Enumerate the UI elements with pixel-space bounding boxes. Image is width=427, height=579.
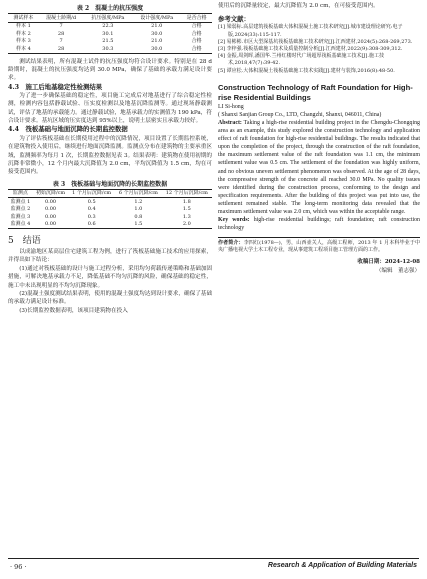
english-affiliation: ( Shanxi Sanjian Group Co., LTD, Changzhi, Shanxi, 046011, China) bbox=[218, 111, 382, 118]
table-cell: 30.3 bbox=[102, 45, 114, 52]
table-cell: 0.3 bbox=[87, 213, 96, 220]
table-cell: 1.5 bbox=[134, 221, 143, 228]
abstract-text: Taking a high-rise residential building project in the Chengdu-Chongqing area as an example, this study explored the construction technology and application effect of raft foundation for high-rise residential buildings. The results indicated that upon the completion of the project, through the construction of the raft foundation, the maximum settlement value of the raft foundation was 1.1 cm, the minimum settlement value was 0.5 cm. The settlement of the foundation was highly uniform, and no obvious uneven settlement phenomenon was observed. At the age of 28 days, the compressive strength of the concrete all reached 30.0 MPa. No quality issues were identified during the construction process, conforming to the design and specification requirements. After the building of this project was put into use, the settlement remained stable. The long-term monitoring data revealed that the maximum settlement value was 2.0 cm, which was within the acceptable range. bbox=[218, 119, 420, 215]
table-header-row bbox=[8, 189, 212, 198]
footer-divider bbox=[8, 558, 419, 559]
table-header-cell: 测试样本 bbox=[13, 14, 34, 21]
table-cell: 0.00 bbox=[44, 221, 57, 228]
table-cell: 30.0 bbox=[151, 30, 163, 37]
table-cell: 28 bbox=[57, 45, 65, 52]
left-column bbox=[8, 0, 212, 315]
table-row bbox=[8, 221, 212, 229]
table-cell: 22.3 bbox=[102, 23, 114, 29]
table2 bbox=[8, 13, 212, 54]
table-cell: 1.2 bbox=[134, 198, 143, 205]
abstract-label: Abstract: bbox=[218, 119, 242, 126]
table-header-cell: 混凝土龄期/d bbox=[46, 14, 77, 21]
table-cell: 7 bbox=[59, 23, 63, 29]
body-paragraph: 为了评估筏板基础在长期使用过程中的沉降情况，项目设置了长期监控系统，在建筑物投入使用后，继续进行地面沉降监测。监测点分布在建筑物的主要承重区域，监测频率为每月 1 次，长期监控数据见表 3。结果表明：建筑物在使用初期的沉降非常微小，12 个月内最大沉降值为 2.0 cm，平均沉降值为 1.5 cm，均在可接受范围内。 bbox=[8, 135, 212, 176]
table-header-cell: 初始沉降/cm bbox=[35, 190, 66, 197]
reference-item: [5] 谭应松.大体积混凝土筏板基础施工技术实践[J].建材与装饰,2016(8):48-50. bbox=[218, 67, 395, 74]
table-cell: 0.00 bbox=[44, 206, 57, 213]
table-row bbox=[8, 213, 212, 221]
received-date: 收稿日期：2024-12-08 bbox=[357, 259, 420, 266]
table-cell: 28 bbox=[57, 30, 65, 37]
table-header-row bbox=[8, 14, 212, 23]
author-bio-label: 作者简介： bbox=[218, 240, 244, 247]
table-cell: 0.00 bbox=[44, 213, 57, 220]
table-cell: 样本 3 bbox=[16, 38, 31, 44]
table-header-cell: 监测点 bbox=[12, 190, 28, 197]
english-abstract bbox=[218, 119, 420, 216]
reference-item: [1] 梁弱标.高层建筑筏板基础大体积混凝土施工技术研究[J].城市建设理论研究:电子版,2024(33):115-117. bbox=[218, 24, 403, 38]
table-cell: 30.1 bbox=[102, 30, 114, 37]
reference-list bbox=[218, 24, 420, 74]
english-author: LI Si-hong bbox=[218, 103, 244, 110]
table-cell: 2.0 bbox=[182, 221, 191, 228]
table-cell: 0.4 bbox=[87, 206, 96, 213]
section-heading: 4.3 施工后地基稳定性检测结果 bbox=[8, 82, 103, 91]
conclusion-heading: 5 结语 bbox=[8, 236, 41, 247]
body-paragraph: 为了进一步确保基础的稳定性，项目施工完成后对地基进行了综合稳定性检测，检测内容包括静载试验、压实度检测以及地基沉降监测等。通过现场静载测试，评估了地基的承载能力。通过静载试验，地基承载力的实测值为 190 kPa，符合设计要求。基坑区域的压实度达到 95%以上，说明土层密实且承载力较好。 bbox=[8, 93, 212, 125]
table-row bbox=[8, 22, 212, 30]
table-cell: 30.0 bbox=[151, 45, 163, 52]
right-column bbox=[218, 0, 420, 274]
table-cell: 样本 4 bbox=[16, 45, 31, 52]
table-row bbox=[8, 38, 212, 46]
table-cell: 监测点 3 bbox=[10, 213, 31, 220]
table-cell: 样本 2 bbox=[16, 30, 31, 37]
table-cell: 1.3 bbox=[182, 213, 191, 220]
body-paragraph: (2)混凝土强度测试结果表明，使用的混凝土强度均达到设计要求，确保了基础的承载力满足设计标准。 bbox=[8, 290, 212, 306]
author-bio-text: 李四红(1978—)，男，山西壶关人，高级工程师，2013 年 1 月本科毕业于中央广播电视大学土木工程专业，现从事建筑工程项目施工管理方面的工作。 bbox=[218, 240, 420, 254]
english-title: Construction Technology of Raft Foundation for High-rise Residential Buildings bbox=[218, 82, 413, 102]
table-row bbox=[8, 45, 212, 53]
table-cell: 样本 1 bbox=[16, 23, 31, 29]
table-cell: 1.0 bbox=[134, 206, 143, 213]
table-header-cell: 是否合格 bbox=[186, 14, 207, 21]
table-row bbox=[8, 30, 212, 38]
table-cell: 21.0 bbox=[151, 23, 163, 29]
table-cell: 21.0 bbox=[151, 38, 163, 44]
table-cell: 0.6 bbox=[87, 221, 96, 228]
table-cell: 监测点 2 bbox=[10, 206, 31, 213]
keywords-label: Key words: bbox=[218, 217, 250, 224]
table-cell: 0.5 bbox=[87, 198, 96, 205]
section-heading: 4.4 筏板基础与地面沉降的长期监控数据 bbox=[8, 125, 128, 134]
author-bio bbox=[218, 240, 420, 254]
keywords-text: high-rise residential buildings; raft foundation; raft construction technology bbox=[218, 217, 420, 232]
table-header-cell: 6 个月后沉降/cm bbox=[118, 190, 158, 197]
table-header-cell: 抗压强度/MPa bbox=[91, 14, 125, 21]
page-number: · 96 · bbox=[10, 563, 27, 571]
table-header-cell: 12 个月后沉降/cm bbox=[165, 190, 208, 197]
table-cell: 监测点 1 bbox=[10, 198, 31, 205]
table-cell: 合格 bbox=[191, 38, 202, 44]
table-cell: 7 bbox=[59, 38, 63, 44]
table-cell: 0.8 bbox=[134, 213, 143, 220]
table-cell: 21.5 bbox=[102, 38, 114, 44]
table-cell: 合格 bbox=[191, 45, 202, 52]
table-header-cell: 1 个月后沉降/cm bbox=[72, 190, 112, 197]
table-cell: 合格 bbox=[191, 23, 202, 29]
body-paragraph: 测试结果表明，所有混凝土试件的抗压强度均符合设计要求。特别是在 28 d 龄期时，混凝土的抗压强度均达到 30.0 MPa，确保了基础的承载力满足设计要求。 bbox=[8, 58, 212, 82]
body-paragraph: (1)通过对筏板基础的设计与施工过程分析，采用均匀荷载传递策略和基础加固措施，可解决地基承载力不足，降低基础不均匀沉降的风险，确保基础的稳定性，施工中未出现明显的不均匀沉降现象。 bbox=[8, 265, 212, 289]
body-paragraph: (3)长期监控数据表明，该项目建筑物在投入 bbox=[19, 307, 128, 314]
divider bbox=[218, 237, 420, 238]
table-cell: 0.00 bbox=[44, 198, 57, 205]
table-cell: 1.8 bbox=[182, 198, 191, 205]
editor-note: （编辑 董志强） bbox=[375, 268, 420, 275]
reference-item: [3] 李梓强.筏板基础施工技术及质量控制分析[J].江西建材,2022(9):308-309,312. bbox=[218, 45, 403, 52]
reference-item: [4] 金振,周剑晖,潘国华.兰州红楼时代广场超厚筏板基础施工技术[J].施工技术,2018,47(7):39-42. bbox=[218, 53, 384, 67]
journal-name: Research & Application of Building Materials bbox=[267, 562, 417, 569]
table-cell: 1.5 bbox=[182, 206, 191, 213]
english-keywords bbox=[218, 216, 420, 232]
table3-caption: 表 3 筏板基础与地面沉降的长期监控数据 bbox=[52, 180, 168, 188]
table2-caption: 表 2 混凝土的抗压强度 bbox=[76, 5, 144, 12]
table-row bbox=[8, 198, 212, 206]
table-row bbox=[8, 206, 212, 214]
table-cell: 监测点 4 bbox=[10, 221, 31, 228]
table3 bbox=[8, 189, 212, 230]
reference-item: [2] 易彬彬.市区大型深基坑筏板基础施工技术研究[J].江西建材,2024(5):268-269,273. bbox=[218, 38, 413, 45]
body-paragraph: 使用后的沉降量较定，最大沉降值为 2.0 cm，在可接受范围内。 bbox=[218, 3, 379, 9]
body-paragraph: 以成渝地区某高层住宅建筑工程为例，进行了筏板基础施工技术的应用探索，并得出如下结论： bbox=[8, 249, 212, 264]
page-footer bbox=[0, 558, 427, 579]
references-heading: 参考文献： bbox=[218, 15, 250, 24]
table-cell: 合格 bbox=[191, 30, 202, 37]
table-header-cell: 设计强度/MPa bbox=[140, 14, 174, 21]
